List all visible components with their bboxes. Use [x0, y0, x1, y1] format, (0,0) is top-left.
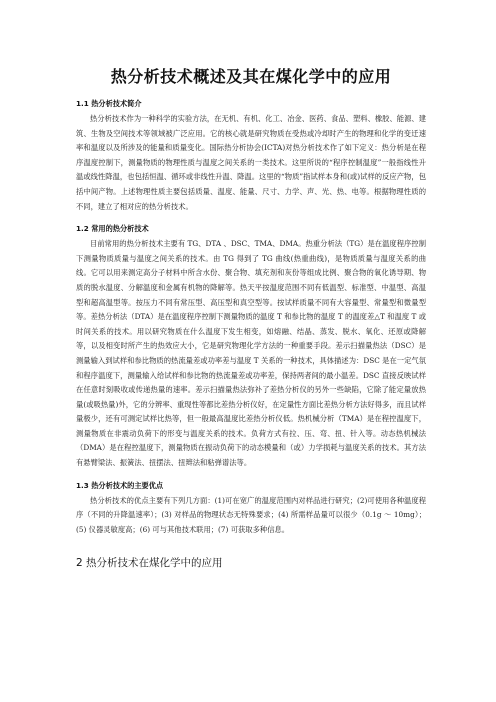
section-2-heading: 2 热分析技术在煤化学中的应用 — [76, 557, 223, 570]
section-paragraph: 热分析技术的优点主要有下列几方面：(1)可在宽广的温度范围内对样品进行研究；(2)可使用各种温度程序（不同的升降温速率）；(3) 对样品的物理状态无特殊要求；(4) 所需样品量可以很少（0.1g ～ 10mg）；(5) 仪器灵敏度高；(6) 可与其他技术联用；(7) 可获取多种信息。 — [76, 495, 426, 534]
section-heading: 1.2 常用的热分析技术 — [76, 224, 149, 234]
section-1-2 — [76, 224, 426, 471]
section-paragraph: 热分析技术作为一种科学的实验方法，在无机、有机、化工、冶金、医药、食品、塑料、橡胶、能源、建筑、生物及空间技术等领域被广泛应用。它的核心就是研究物质在受热或冷却时产生的物理和化学的变迁速率和温度以及所涉及的能量和质量变化。国际热分析协会(ICTA)对热分析技术作了如下定义：热分析是在程序温度控制下，测量物质的物理性质与温度之间关系的一类技术。这里所说的“程序控制温度”一般指线性升温或线性降温，也包括恒温、循环或非线性升温、降温。这里的“物质”指试样本身和(或)试样的反应产物，包括中间产物。上述物理性质主要包括质量、温度、能量、尺寸、力学、声、光、热、电等。根据物理性质的不同，建立了相对应的热分析技术。 — [76, 114, 426, 211]
section-1-3 — [76, 481, 426, 538]
section-paragraph: 目前常用的热分析技术主要有 TG、DTA 、DSC、TMA、DMA。热重分析法（TG）是在温度程序控制下测量物质质量与温度之间关系的技术。由 TG 得到了 TG 曲线(热重曲线)，是物质质量与温度关系的曲线。它可以用来测定高分子材料中所含水份、聚合物、填充剂和灰份等组成比例、聚合物的氧化诱导期、物质的脱水温度、分解温度和金属有机物的降解等。热天平按温度范围不同有低温型、标准型、中温型、高温型和超高温型等。按压力不同有常压型、高压型和真空型等。按试样质量不同有大容量型、常量型和微量型等。差热分析法（DTA）是在温度程序控制下测量物质的温度 T 和参比物的温度 T 的温度差△T 和温度 T 或时间关系的技术。用以研究物质在什么温度下发生相变，如熔融、结晶、蒸发、脱水、氧化、还原或降解等，以及相变时所产生的热效应大小，它是研究物理化学方法的一种重要手段。差示扫描量热法（DSC）是测量输入到试样和参比物质的热流量差或功率差与温度 T 关系的一种技术，具体描述为：DSC 是在一定气氛和程序温度下，测量输入给试样和参比物的热流量差或功率差，保持两者间的最小温差。DSC 直接反映试样在任意时刻吸收或传递热量的速率。差示扫描量热法弥补了差热分析仪的另外一些缺陷，它除了能定量放热量(或吸热量)外，它的分辨率、重现性等都比差热分析仪好，在定量性方面比差热分析方法好得多，而且试样量极少，还有可测定试样比热等，但一般最高温度比差热分析仪低。热机械分析（TMA）是在程控温度下，测量物质在非震动负荷下的形变与温度关系的技术。负荷方式有拉、压、弯、扭、针入等。动态热机械法（DMA）是在程控温度下，测量物质在振动负荷下的动态模量和（或）力学损耗与温度关系的技术。其方法有悬臂梁法、振簧法、扭摆法、扭辫法和粘弹谱法等。 — [76, 239, 426, 468]
section-1-1 — [76, 99, 426, 214]
section-heading: 1.1 热分析技术简介 — [76, 99, 142, 108]
section-heading: 1.3 热分析技术的主要优点 — [76, 480, 164, 490]
document-title: 热分析技术概述及其在煤化学中的应用 — [110, 67, 392, 86]
